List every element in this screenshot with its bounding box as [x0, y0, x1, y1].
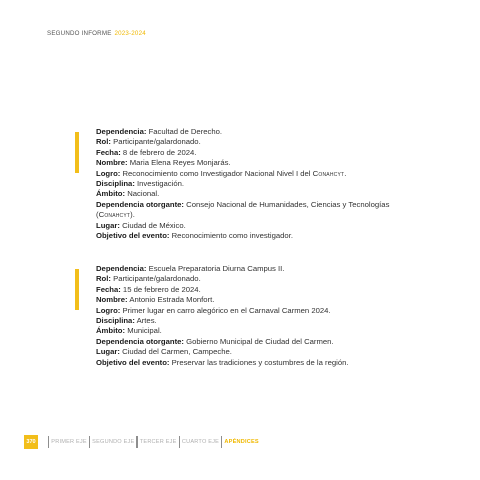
otorgante-row	[96, 337, 396, 347]
lugar-value: Ciudad de México.	[122, 220, 186, 230]
award-entry	[96, 127, 396, 241]
disciplina-value: Artes.	[136, 316, 157, 326]
rol-row	[96, 274, 396, 284]
field-label: Logro:	[96, 168, 121, 178]
nav-divider	[48, 436, 49, 448]
entry-accent-bar	[75, 132, 79, 173]
rol-value: Participante/galardonado.	[113, 137, 201, 147]
logro-row	[96, 306, 396, 316]
nav-cuarto-eje[interactable]: CUARTO EJE	[181, 439, 220, 445]
rol-row	[96, 137, 396, 147]
dependencia-row	[96, 264, 396, 274]
field-label: Rol:	[96, 137, 111, 147]
field-label: Fecha:	[96, 147, 121, 157]
nav-divider	[89, 436, 90, 448]
field-label: Nombre:	[96, 158, 128, 168]
field-label: Dependencia otorgante:	[96, 199, 184, 209]
field-label: Logro:	[96, 305, 121, 315]
objetivo-value: Preservar las tradiciones y costumbres de la región.	[171, 357, 349, 367]
field-label: Lugar:	[96, 347, 120, 357]
ambito-value: Nacional.	[127, 189, 160, 199]
field-label: Dependencia:	[96, 127, 147, 136]
award-entry	[96, 264, 396, 368]
field-label: Rol:	[96, 274, 111, 284]
field-label: Fecha:	[96, 284, 121, 294]
objetivo-row	[96, 358, 396, 368]
nav-segundo-eje[interactable]: SEGUNDO EJE	[92, 439, 135, 445]
nav-divider	[179, 436, 180, 448]
otorgante-value: Consejo Nacional de Humanidades, Ciencias y Tecnologías (	[96, 199, 390, 220]
report-year: 2023-2024	[114, 30, 146, 37]
disciplina-value: Investigación.	[137, 179, 185, 189]
nombre-value: Maria Elena Reyes Monjarás.	[129, 158, 231, 168]
field-label: Lugar:	[96, 220, 120, 230]
field-label: Objetivo del evento:	[96, 357, 170, 367]
field-label: Dependencia:	[96, 264, 147, 273]
dependencia-value: Facultad de Derecho.	[148, 127, 223, 136]
nombre-row	[96, 158, 396, 168]
field-label: Disciplina:	[96, 316, 135, 326]
fecha-row	[96, 148, 396, 158]
otorgante-row: Dependencia otorgante: Consejo Nacional de Humanidades, Ciencias y Tecnologías (Conahcyt).	[96, 199, 390, 220]
nombre-row	[96, 295, 396, 305]
objetivo-value: Reconocimiento como investigador.	[171, 231, 293, 241]
disciplina-row	[96, 179, 396, 189]
field-label: Objetivo del evento:	[96, 231, 170, 241]
fecha-value: 15 de febrero de 2024.	[122, 284, 201, 294]
nombre-value: Antonio Estrada Monfort.	[129, 295, 215, 305]
rol-value: Participante/galardonado.	[113, 274, 201, 284]
dependencia-value: Escuela Preparatoria Diurna Campus II.	[148, 264, 285, 273]
logro-value: Primer lugar en carro alegórico en el Carnaval Carmen 2024.	[122, 305, 331, 315]
nav-primer-eje[interactable]: PRIMER EJE	[51, 439, 87, 445]
nav-divider	[136, 436, 137, 448]
logro-row: Logro: Reconocimiento como Investigador Nacional Nivel I del Conahcyt.	[96, 168, 347, 178]
field-label: Disciplina:	[96, 179, 135, 189]
lugar-row	[96, 347, 396, 357]
report-title: SEGUNDO INFORME	[47, 30, 112, 37]
fecha-row	[96, 285, 396, 295]
field-label: Ámbito:	[96, 326, 126, 336]
org-acronym: Conahcyt	[312, 168, 345, 178]
lugar-row	[96, 221, 396, 231]
entry-accent-bar	[75, 269, 79, 310]
logro-value: Reconocimiento como Investigador Nacional Nivel I del	[122, 168, 311, 178]
disciplina-row	[96, 316, 396, 326]
ambito-row	[96, 189, 396, 199]
fecha-value: 8 de febrero de 2024.	[122, 147, 197, 157]
objetivo-row	[96, 231, 396, 241]
field-label: Dependencia otorgante:	[96, 336, 184, 346]
nav-apendices[interactable]: APÉNDICES	[224, 439, 259, 445]
field-label: Ámbito:	[96, 189, 126, 199]
otorgante-value: Gobierno Municipal de Ciudad del Carmen.	[186, 336, 334, 346]
org-acronym: Conahcyt	[98, 210, 131, 220]
ambito-value: Municipal.	[127, 326, 162, 336]
page-footer	[24, 435, 259, 449]
page-number: 370	[24, 435, 38, 449]
field-label: Nombre:	[96, 295, 128, 305]
report-header	[47, 30, 146, 37]
ambito-row	[96, 326, 396, 336]
nav-tercer-eje[interactable]: TERCER EJE	[139, 439, 177, 445]
dependencia-row	[96, 127, 396, 137]
nav-divider	[221, 436, 222, 448]
lugar-value: Ciudad del Carmen, Campeche.	[122, 347, 232, 357]
